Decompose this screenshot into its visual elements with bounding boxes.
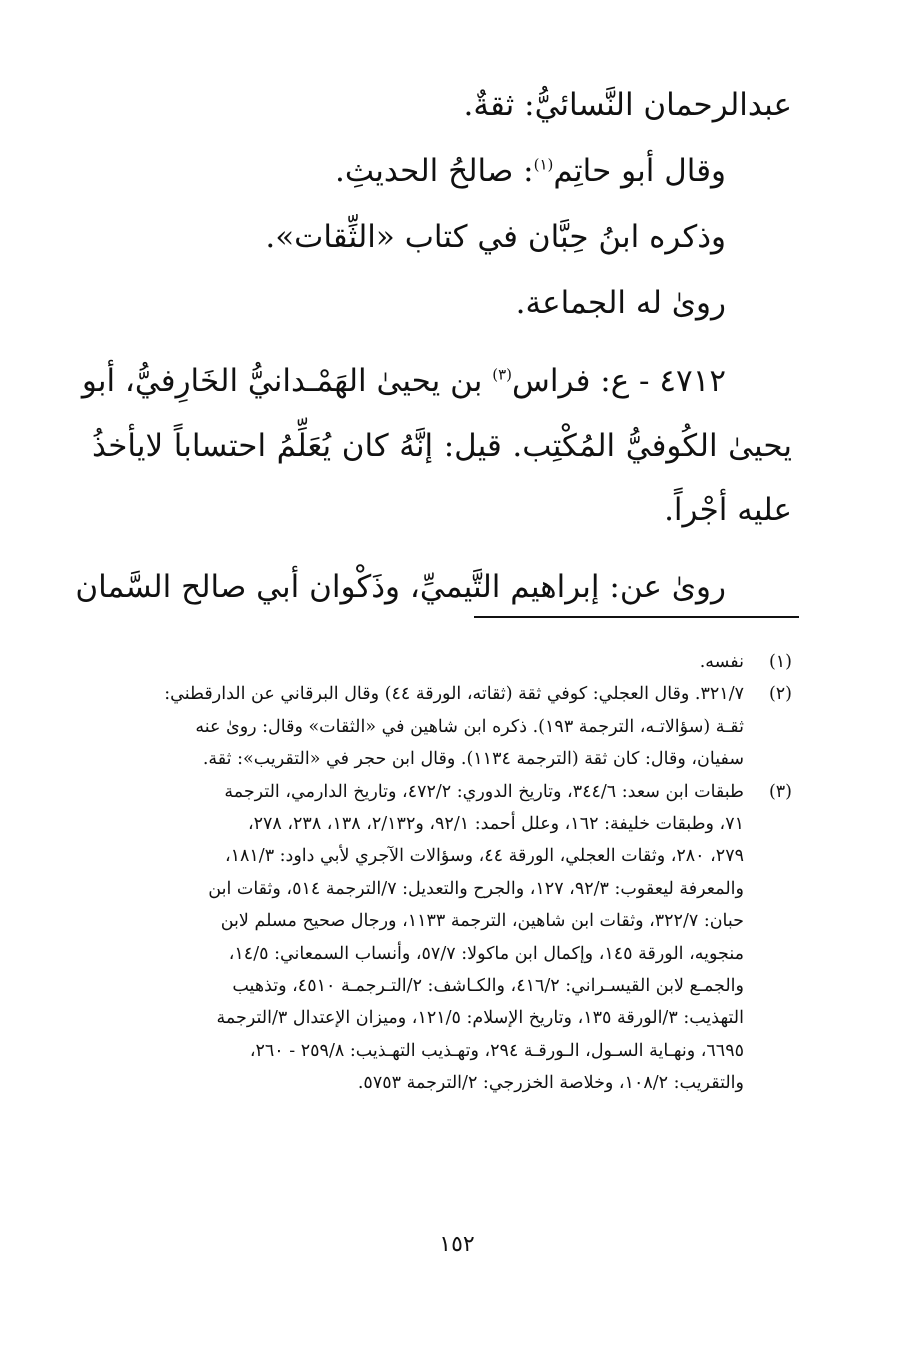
entry-heading: [81, 348, 792, 414]
main-line-1: عبدالرحمان النَّسائيُّ: ثقةٌ.: [463, 87, 792, 123]
footnote-line: التهذيب: ٣/الورقة ١٣٥، وتاريخ الإسلام: ١٢١/٥، وميزان الإعتدال ٣/الترجمة: [216, 1008, 744, 1029]
entry-number: ٤٧١٢ - ع: فراس: [512, 363, 726, 399]
footnote-line: ٣٢١/٧. وقال العجلي: كوفي ثقة (ثقاته، الورقة ٤٤) وقال البرقاني عن الدارقطني:: [164, 684, 744, 705]
footnote-line: ثقـة (سؤالاتـه، الترجمة ١٩٣). ذكره ابن شاهين في «الثقات» وقال: روىٰ عنه: [195, 716, 744, 737]
footnote-body: [92, 646, 744, 678]
footnote-line: منجويه، الورقة ١٤٥، وإكمال ابن ماكولا: ٥٧/٧، وأنساب السمعاني: ١٤/٥،: [228, 943, 744, 964]
footnote-line: والمعرفة ليعقوب: ٩٢/٣، ١٢٧، والجرح والتعديل: ٧/الترجمة ٥١٤، وثقات ابن: [208, 878, 744, 899]
footnote-line: نفسه.: [699, 652, 744, 672]
main-line-4: رویٰ له الجماعة.: [515, 285, 726, 321]
footnote-body: [92, 678, 744, 775]
footnote-ref-3[interactable]: (٣): [492, 365, 513, 384]
footnote-number: (٣): [768, 781, 792, 802]
footnote-number: (٢): [768, 684, 792, 705]
main-line-2: [92, 138, 792, 204]
footnote-2: [92, 678, 792, 775]
footnote-line: طبقات ابن سعد: ٣٤٤/٦، وتاريخ الدوري: ٤٧٢/٢، وتاريخ الدارمي، الترجمة: [224, 781, 744, 802]
main-line-2-tail: : صالحُ الحديثِ.: [334, 153, 534, 189]
footnote-3: [92, 776, 792, 1100]
footnote-line: حبان: ٣٢٢/٧، وثقات ابن شاهين، الترجمة ١١٣٣، ورجال صحيح مسلم لابن: [220, 911, 744, 932]
main-text: [75, 72, 792, 620]
footnote-line: ٢٧٩، ٢٨٠، وثقات العجلي، الورقة ٤٤، وسؤالات الآجري لأبي داود: ١٨١/٣،: [224, 846, 744, 867]
footnote-ref-1[interactable]: (١): [533, 155, 554, 174]
footnote-1: [92, 646, 792, 678]
footnotes: [92, 646, 792, 1100]
main-line-narrators: روىٰ عن: إبراهيم التَّيميِّ، وذَكْوان أبي صالح السَّمان: [75, 569, 726, 605]
entry-text: يحيىٰ الكُوفيُّ المُكْتِب. قيل: إنَّهُ كان يُعَلِّمُ احتساباً لايأخذُ عليه أجْراً.: [92, 428, 792, 528]
footnote-separator: [474, 616, 799, 618]
footnote-body: [92, 776, 744, 1100]
footnote-line: سفيان، وقال: كان ثقة (الترجمة ١١٣٤). وقال ابن حجر في «التقريب»: ثقة.: [202, 749, 744, 770]
main-line-2-text: وقال أبو حاتِم: [553, 153, 726, 189]
footnote-line: والتقريب: ١٠٨/٢، وخلاصة الخزرجي: ٢/الترجمة ٥٧٥٣.: [357, 1073, 744, 1094]
footnote-line: والجمـع لابن القيسـراني: ٤١٦/٢، والكـاشف: ٢/التـرجمـة ٤٥١٠، وتذهيب: [232, 976, 744, 997]
page-number: ١٥٢: [439, 1232, 475, 1257]
footnote-line: ٦٦٩٥، ونهـاية السـول، الـورقـة ٢٩٤، وتهـذيب التهـذيب: ٢٥٩/٨ - ٢٦٠،: [249, 1040, 744, 1061]
main-line-3: وذكره ابنُ حِبَّان في كتاب «الثِّقات».: [265, 219, 726, 255]
entry-rest: بن يحيىٰ الهَمْـدانيُّ الخَارِفيُّ، أبو: [81, 363, 493, 399]
footnote-line: ٧١، وطبقات خليفة: ١٦٢، وعلل أحمد: ٩٢/١، و٢/١٣٢، ١٣٨، ٢٣٨، ٢٧٨،: [247, 814, 744, 835]
footnote-number: (١): [768, 652, 792, 672]
